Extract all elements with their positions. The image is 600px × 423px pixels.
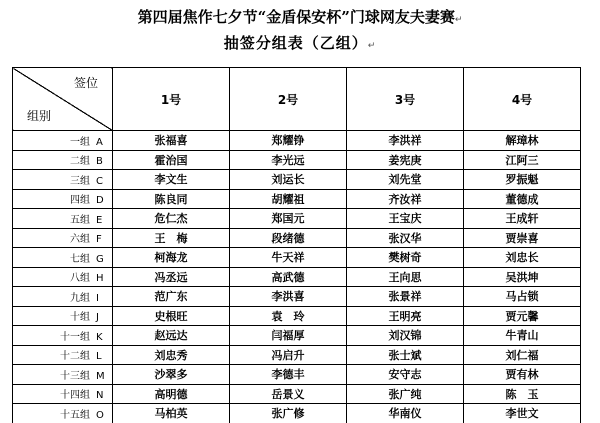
group-code: H	[96, 273, 104, 285]
group-cell	[13, 248, 113, 268]
player-cell: 王宝庆	[347, 209, 464, 229]
player-cell: 刘汉锦	[347, 326, 464, 346]
group-name: 十二组	[60, 351, 90, 363]
player-cell: 张广纯	[347, 384, 464, 404]
table-header-row	[13, 68, 581, 131]
player-cell: 贾崇喜	[464, 228, 581, 248]
player-cell: 贾有林	[464, 365, 581, 385]
player-cell: 王 梅	[113, 228, 230, 248]
player-cell: 刘运长	[230, 170, 347, 190]
document-title	[0, 6, 600, 27]
group-code: O	[96, 409, 104, 421]
group-name: 十五组	[60, 409, 90, 421]
group-name: 六组	[70, 234, 90, 246]
player-cell: 冯丞远	[113, 267, 230, 287]
player-cell: 李世文	[464, 404, 581, 423]
group-code: J	[96, 312, 99, 324]
player-cell: 闫福厚	[230, 326, 347, 346]
player-cell: 郑耀铮	[230, 131, 347, 151]
document-subtitle-text: 抽签分组表（乙组）	[223, 34, 368, 52]
group-code: G	[96, 253, 104, 265]
player-cell: 张景祥	[347, 287, 464, 307]
player-cell: 高武德	[230, 267, 347, 287]
table-row	[13, 326, 581, 346]
table-body	[13, 131, 581, 423]
table-row	[13, 150, 581, 170]
group-cell	[13, 170, 113, 190]
group-code: M	[96, 370, 105, 382]
player-cell: 华南仪	[347, 404, 464, 423]
group-cell	[13, 131, 113, 151]
player-cell: 沙翠多	[113, 365, 230, 385]
player-cell: 柯海龙	[113, 248, 230, 268]
group-name: 五组	[70, 214, 90, 226]
player-cell: 刘先堂	[347, 170, 464, 190]
player-cell: 李洪祥	[347, 131, 464, 151]
group-name: 八组	[70, 273, 90, 285]
player-cell: 牛天祥	[230, 248, 347, 268]
player-cell: 马柏英	[113, 404, 230, 423]
player-cell: 王向思	[347, 267, 464, 287]
table-row	[13, 267, 581, 287]
table-row	[13, 228, 581, 248]
player-cell: 刘忠秀	[113, 345, 230, 365]
corner-label-group: 组别	[27, 109, 52, 123]
draw-table	[12, 67, 581, 423]
table-corner-cell	[13, 68, 113, 131]
group-code: L	[96, 351, 102, 363]
table-row	[13, 404, 581, 423]
table-row	[13, 345, 581, 365]
table-row	[13, 248, 581, 268]
player-cell: 郑国元	[230, 209, 347, 229]
column-header: 1号	[113, 68, 230, 131]
player-cell: 赵远达	[113, 326, 230, 346]
group-code: E	[96, 214, 103, 226]
player-cell: 牛青山	[464, 326, 581, 346]
group-code: A	[96, 136, 103, 148]
player-cell: 吴洪坤	[464, 267, 581, 287]
group-code: B	[96, 156, 103, 168]
player-cell: 史根旺	[113, 306, 230, 326]
group-name: 十组	[70, 312, 90, 324]
paragraph-mark-icon: ↵	[367, 41, 377, 51]
group-name: 一组	[70, 136, 90, 148]
player-cell: 罗振魁	[464, 170, 581, 190]
group-name: 九组	[70, 292, 90, 304]
player-cell: 刘仁福	[464, 345, 581, 365]
group-name: 十三组	[60, 370, 90, 382]
player-cell: 张汉华	[347, 228, 464, 248]
player-cell: 解璋林	[464, 131, 581, 151]
group-cell	[13, 384, 113, 404]
player-cell: 冯启升	[230, 345, 347, 365]
group-cell	[13, 345, 113, 365]
player-cell: 董德成	[464, 189, 581, 209]
player-cell: 张士斌	[347, 345, 464, 365]
player-cell: 刘忠长	[464, 248, 581, 268]
player-cell: 霍治国	[113, 150, 230, 170]
player-cell: 姜宪庚	[347, 150, 464, 170]
player-cell: 李洪喜	[230, 287, 347, 307]
player-cell: 岳景义	[230, 384, 347, 404]
player-cell: 贾元馨	[464, 306, 581, 326]
group-cell	[13, 267, 113, 287]
player-cell: 高明德	[113, 384, 230, 404]
player-cell: 张福喜	[113, 131, 230, 151]
table-row	[13, 306, 581, 326]
player-cell: 陈 玉	[464, 384, 581, 404]
group-cell	[13, 150, 113, 170]
corner-label-draw-position: 签位	[73, 76, 98, 90]
table-row	[13, 209, 581, 229]
player-cell: 马占锁	[464, 287, 581, 307]
paragraph-mark-icon: ↵	[454, 15, 463, 25]
group-cell	[13, 404, 113, 423]
group-name: 三组	[70, 175, 90, 187]
table-row	[13, 287, 581, 307]
group-code: C	[96, 175, 103, 187]
player-cell: 王明亮	[347, 306, 464, 326]
player-cell: 袁 玲	[230, 306, 347, 326]
group-cell	[13, 287, 113, 307]
group-name: 四组	[70, 195, 90, 207]
player-cell: 危仁杰	[113, 209, 230, 229]
group-name: 七组	[70, 253, 90, 265]
player-cell: 李文生	[113, 170, 230, 190]
group-code: N	[96, 390, 104, 402]
player-cell: 李光远	[230, 150, 347, 170]
group-name: 十一组	[60, 331, 90, 343]
player-cell: 陈良同	[113, 189, 230, 209]
column-header: 3号	[347, 68, 464, 131]
table-row	[13, 365, 581, 385]
player-cell: 安守志	[347, 365, 464, 385]
column-header: 4号	[464, 68, 581, 131]
table-row	[13, 131, 581, 151]
player-cell: 王成轩	[464, 209, 581, 229]
column-header: 2号	[230, 68, 347, 131]
group-code: I	[96, 292, 99, 304]
group-name: 二组	[70, 156, 90, 168]
document-subtitle	[0, 32, 600, 53]
player-cell: 范广东	[113, 287, 230, 307]
player-cell: 李德丰	[230, 365, 347, 385]
group-name: 十四组	[60, 390, 90, 402]
group-cell	[13, 209, 113, 229]
group-cell	[13, 189, 113, 209]
group-code: K	[96, 331, 103, 343]
player-cell: 段绪德	[230, 228, 347, 248]
player-cell: 齐汝祥	[347, 189, 464, 209]
table-row	[13, 384, 581, 404]
table-row	[13, 189, 581, 209]
document-title-text: 第四届焦作七夕节“金盾保安杯”门球网友夫妻赛	[137, 8, 455, 26]
player-cell: 樊树奇	[347, 248, 464, 268]
group-code: F	[96, 234, 102, 246]
group-code: D	[96, 195, 104, 207]
table-row	[13, 170, 581, 190]
group-cell	[13, 365, 113, 385]
player-cell: 江阿三	[464, 150, 581, 170]
group-cell	[13, 326, 113, 346]
group-cell	[13, 306, 113, 326]
player-cell: 胡耀祖	[230, 189, 347, 209]
player-cell: 张广修	[230, 404, 347, 423]
group-cell	[13, 228, 113, 248]
